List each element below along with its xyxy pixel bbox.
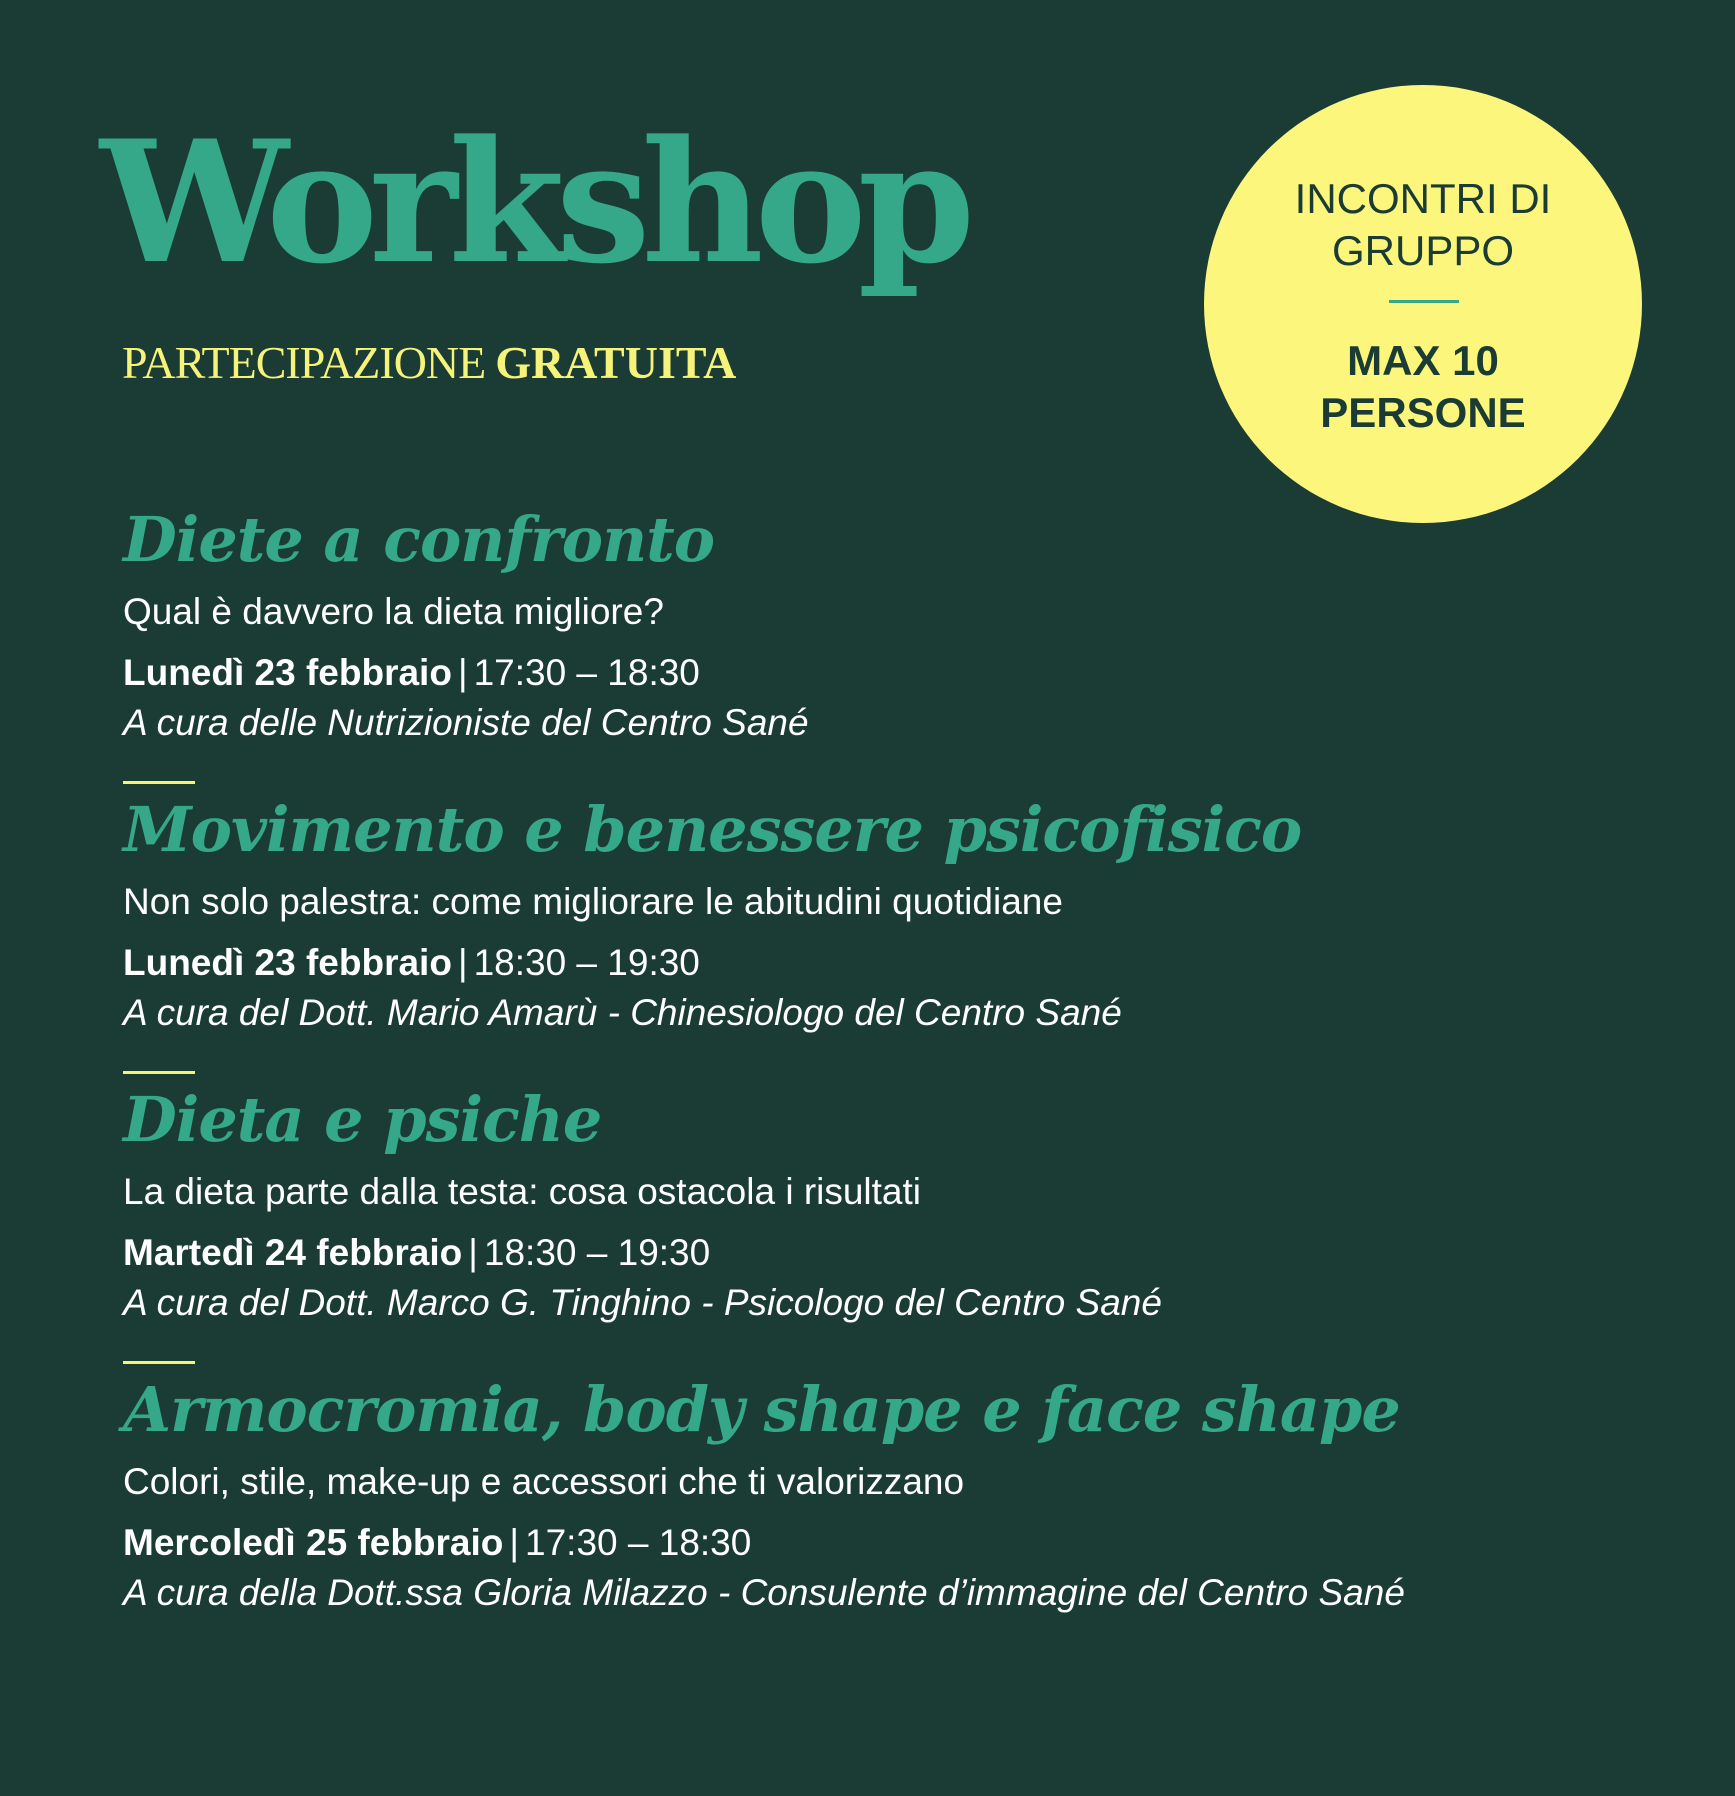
event-schedule	[123, 1504, 1683, 1565]
page-title: Workshop	[100, 103, 967, 301]
event-day: Mercoledì 25 febbraio	[123, 1522, 504, 1563]
event-list	[123, 498, 1683, 1615]
badge-max-people	[1204, 335, 1642, 439]
event-description: Colori, stile, make-up e accessori che ti valorizzano	[123, 1461, 965, 1502]
page-subtitle	[122, 337, 737, 388]
event-description: Non solo palestra: come migliorare le abitudini quotidiane	[123, 881, 1063, 922]
event-host: A cura del Dott. Mario Amarù - Chinesiologo del Centro Sané	[123, 992, 1122, 1033]
badge-line-1a: INCONTRI DI	[1294, 175, 1552, 222]
event-time: 18:30 – 19:30	[473, 942, 700, 983]
event-description: Qual è davvero la dieta migliore?	[123, 591, 664, 632]
event-day: Lunedì 23 febbraio	[123, 652, 452, 693]
event-time: 18:30 – 19:30	[483, 1232, 711, 1273]
event-time: 17:30 – 18:30	[473, 652, 700, 693]
event-divider	[123, 781, 195, 784]
badge-divider	[1389, 300, 1459, 303]
event-title: Diete a confronto	[123, 503, 715, 576]
subtitle-participation: PARTECIPAZIONE	[122, 337, 486, 388]
badge-line-2b: PERSONE	[1320, 389, 1526, 436]
event-host: A cura delle Nutrizioniste del Centro Sané	[123, 702, 809, 743]
event-schedule	[123, 634, 1683, 695]
event-separator: |	[468, 1232, 478, 1273]
event-divider	[123, 1361, 195, 1364]
event-divider	[123, 1071, 195, 1074]
event-title: Movimento e benessere psicofisico	[123, 793, 1302, 866]
event-item	[123, 1368, 1683, 1615]
event-separator: |	[457, 942, 468, 983]
event-title: Armocromia, body shape e face shape	[123, 1373, 1400, 1446]
event-schedule	[123, 924, 1683, 985]
badge-line-1b: GRUPPO	[1331, 227, 1515, 274]
event-host: A cura del Dott. Marco G. Tinghino - Psicologo del Centro Sané	[123, 1282, 1162, 1323]
event-day: Lunedì 23 febbraio	[123, 942, 452, 983]
event-time: 17:30 – 18:30	[525, 1522, 752, 1563]
event-separator: |	[457, 652, 468, 693]
event-schedule	[123, 1214, 1683, 1275]
event-host: A cura della Dott.ssa Gloria Milazzo - Consulente d’immagine del Centro Sané	[123, 1572, 1405, 1613]
event-item	[123, 788, 1683, 1074]
event-description: La dieta parte dalla testa: cosa ostacola i risultati	[123, 1171, 922, 1212]
badge-group-meetings	[1204, 173, 1642, 277]
event-item	[123, 1078, 1683, 1364]
badge-line-2a: MAX 10	[1347, 337, 1499, 384]
event-title: Dieta e psiche	[123, 1083, 602, 1156]
group-info-badge	[1204, 85, 1642, 523]
event-item	[123, 498, 1683, 784]
event-day: Martedì 24 febbraio	[123, 1232, 463, 1273]
event-separator: |	[509, 1522, 520, 1563]
subtitle-free: GRATUITA	[495, 337, 737, 388]
